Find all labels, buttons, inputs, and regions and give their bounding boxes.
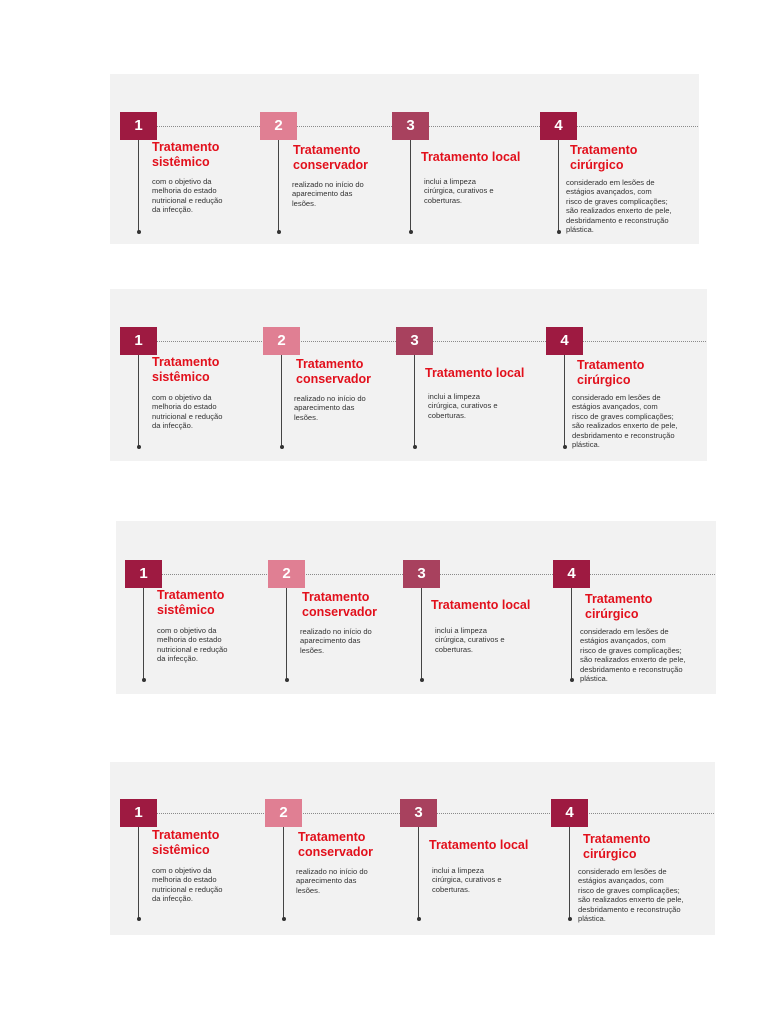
step-description-line: lesões. bbox=[300, 645, 325, 655]
step-title-line: Tratamento bbox=[157, 588, 225, 602]
step-description-line: cirúrgica, curativos e bbox=[435, 635, 505, 645]
step-stem-dot bbox=[563, 445, 567, 449]
step-description-line: risco de graves complicações; bbox=[572, 411, 674, 421]
step-description-line: com o objetivo da bbox=[152, 177, 212, 186]
step-description-line: aparecimento das bbox=[300, 636, 361, 646]
step-description-line: inclui a limpeza bbox=[428, 392, 480, 401]
step-number-box: 3 bbox=[403, 560, 440, 588]
step-description-line: plástica. bbox=[578, 914, 606, 924]
step-stem-dot bbox=[282, 917, 286, 921]
step-stem-dot bbox=[137, 230, 141, 234]
step-stem-line bbox=[281, 355, 282, 447]
step-description-line: considerado em lesões de bbox=[572, 393, 661, 402]
step-description bbox=[152, 177, 262, 215]
step-description-line: considerado em lesões de bbox=[578, 867, 667, 876]
step-number-box: 2 bbox=[265, 799, 302, 827]
step-description-line: cirúrgica, curativos e bbox=[424, 186, 494, 196]
step-description-line: com o objetivo da bbox=[152, 393, 212, 402]
step-stem-line bbox=[564, 355, 565, 447]
step-title bbox=[293, 143, 368, 173]
step-title-line: Tratamento bbox=[302, 590, 370, 604]
step-description-line: lesões. bbox=[292, 198, 317, 208]
step-number-box: 4 bbox=[546, 327, 583, 355]
step-number-box: 3 bbox=[392, 112, 429, 140]
step-description-line: realizado no início do bbox=[300, 627, 372, 636]
step-description bbox=[428, 392, 538, 420]
step-title-line: cirúrgico bbox=[570, 158, 624, 172]
step-title-line: Tratamento local bbox=[429, 838, 529, 852]
step-title-line: Tratamento local bbox=[431, 598, 531, 612]
step-title-line: cirúrgico bbox=[583, 847, 637, 861]
step-title-line: Tratamento bbox=[583, 832, 651, 846]
step-title-line: Tratamento bbox=[298, 830, 366, 844]
step-description-line: são realizados enxerto de pele, bbox=[566, 206, 672, 216]
step-description-line: inclui a limpeza bbox=[432, 866, 484, 875]
step-description bbox=[296, 867, 406, 895]
step-stem-line bbox=[414, 355, 415, 447]
step-stem-line bbox=[143, 588, 144, 680]
step-stem-dot bbox=[142, 678, 146, 682]
step-description-line: estágios avançados, com bbox=[578, 876, 664, 886]
step-title-line: Tratamento bbox=[585, 592, 653, 606]
step-description-line: com o objetivo da bbox=[152, 866, 212, 875]
step-title-line: conservador bbox=[296, 372, 372, 386]
step-stem-dot bbox=[137, 917, 141, 921]
step-description-line: risco de graves complicações; bbox=[580, 645, 682, 655]
step-description-line: plástica. bbox=[572, 440, 600, 450]
step-description-line: são realizados enxerto de pele, bbox=[578, 895, 684, 905]
step-number-box: 1 bbox=[120, 799, 157, 827]
step-description-line: lesões. bbox=[294, 412, 319, 422]
step-title bbox=[296, 357, 371, 387]
step-description-line: risco de graves complicações; bbox=[578, 885, 680, 895]
step-description bbox=[435, 626, 545, 654]
step-title-line: Tratamento bbox=[152, 355, 220, 369]
step-description-line: estágios avançados, com bbox=[572, 402, 658, 412]
step-description-line: realizado no início do bbox=[294, 394, 366, 403]
step-title bbox=[302, 590, 377, 620]
step-number-box: 4 bbox=[551, 799, 588, 827]
step-title bbox=[425, 366, 524, 381]
step-title-line: Tratamento bbox=[152, 140, 220, 154]
step-description-line: inclui a limpeza bbox=[424, 177, 476, 186]
step-stem-dot bbox=[420, 678, 424, 682]
step-number-box: 1 bbox=[120, 327, 157, 355]
step-description-line: estágios avançados, com bbox=[580, 636, 666, 646]
step-number-box: 3 bbox=[400, 799, 437, 827]
step-number-box: 3 bbox=[396, 327, 433, 355]
step-title-line: Tratamento local bbox=[421, 150, 521, 164]
step-title bbox=[570, 143, 637, 173]
step-title bbox=[577, 358, 644, 388]
step-stem-line bbox=[138, 827, 139, 919]
step-description-line: considerado em lesões de bbox=[566, 178, 655, 187]
step-description-line: melhoria do estado bbox=[157, 635, 222, 645]
step-number-box: 4 bbox=[540, 112, 577, 140]
step-number-box: 1 bbox=[125, 560, 162, 588]
step-stem-line bbox=[283, 827, 284, 919]
step-title bbox=[585, 592, 652, 622]
step-description-line: aparecimento das bbox=[294, 403, 355, 413]
step-title bbox=[152, 828, 219, 858]
step-title-line: conservador bbox=[293, 158, 369, 172]
step-description-line: plástica. bbox=[566, 225, 594, 235]
step-description-line: aparecimento das bbox=[292, 189, 353, 199]
step-description-line: estágios avançados, com bbox=[566, 187, 652, 197]
step-title bbox=[157, 588, 224, 618]
step-description-line: desbridamento e reconstrução bbox=[578, 904, 681, 914]
step-stem-line bbox=[286, 588, 287, 680]
step-stem-dot bbox=[417, 917, 421, 921]
step-description-line: desbridamento e reconstrução bbox=[566, 215, 669, 225]
step-description-line: aparecimento das bbox=[296, 876, 357, 886]
step-title bbox=[298, 830, 373, 860]
step-stem-dot bbox=[285, 678, 289, 682]
step-title bbox=[152, 355, 219, 385]
step-description bbox=[580, 627, 720, 683]
step-description-line: nutricional e redução bbox=[152, 411, 223, 421]
step-title-line: conservador bbox=[302, 605, 378, 619]
step-stem-dot bbox=[277, 230, 281, 234]
step-description bbox=[572, 393, 712, 449]
step-description-line: nutricional e redução bbox=[152, 195, 223, 205]
step-title-line: Tratamento bbox=[152, 828, 220, 842]
step-title-line: Tratamento bbox=[293, 143, 361, 157]
step-stem-line bbox=[410, 140, 411, 232]
step-title bbox=[421, 150, 520, 165]
step-stem-line bbox=[278, 140, 279, 232]
step-stem-line bbox=[421, 588, 422, 680]
step-description bbox=[432, 866, 542, 894]
step-description-line: coberturas. bbox=[435, 644, 473, 654]
step-stem-dot bbox=[557, 230, 561, 234]
step-stem-dot bbox=[570, 678, 574, 682]
step-stem-line bbox=[571, 588, 572, 680]
step-description-line: nutricional e redução bbox=[157, 644, 228, 654]
step-stem-line bbox=[558, 140, 559, 232]
step-description-line: realizado no início do bbox=[292, 180, 364, 189]
step-description-line: da infecção. bbox=[157, 654, 198, 664]
step-number-box: 2 bbox=[268, 560, 305, 588]
step-description bbox=[294, 394, 404, 422]
step-title-line: sistêmico bbox=[152, 370, 210, 384]
step-title-line: cirúrgico bbox=[577, 373, 631, 387]
step-number-box: 2 bbox=[260, 112, 297, 140]
step-title bbox=[583, 832, 650, 862]
step-title-line: sistêmico bbox=[152, 843, 210, 857]
step-description-line: coberturas. bbox=[428, 410, 466, 420]
step-description bbox=[157, 626, 267, 664]
step-description-line: da infecção. bbox=[152, 421, 193, 431]
step-description-line: considerado em lesões de bbox=[580, 627, 669, 636]
step-title-line: Tratamento bbox=[577, 358, 645, 372]
step-description-line: desbridamento e reconstrução bbox=[580, 664, 683, 674]
step-description-line: com o objetivo da bbox=[157, 626, 217, 635]
step-stem-dot bbox=[413, 445, 417, 449]
step-description-line: lesões. bbox=[296, 885, 321, 895]
step-title bbox=[431, 598, 530, 613]
step-stem-line bbox=[418, 827, 419, 919]
step-description-line: melhoria do estado bbox=[152, 402, 217, 412]
step-description bbox=[566, 178, 706, 234]
step-number-box: 4 bbox=[553, 560, 590, 588]
step-stem-dot bbox=[280, 445, 284, 449]
step-title-line: Tratamento bbox=[296, 357, 364, 371]
step-title bbox=[429, 838, 528, 853]
step-description-line: cirúrgica, curativos e bbox=[428, 401, 498, 411]
step-description bbox=[578, 867, 718, 923]
step-description-line: realizado no início do bbox=[296, 867, 368, 876]
step-description-line: coberturas. bbox=[432, 884, 470, 894]
step-description-line: são realizados enxerto de pele, bbox=[580, 655, 686, 665]
step-stem-dot bbox=[568, 917, 572, 921]
step-description-line: risco de graves complicações; bbox=[566, 196, 668, 206]
step-description-line: desbridamento e reconstrução bbox=[572, 430, 675, 440]
step-description bbox=[152, 866, 262, 904]
step-number-box: 1 bbox=[120, 112, 157, 140]
step-description-line: cirúrgica, curativos e bbox=[432, 875, 502, 885]
step-stem-line bbox=[138, 355, 139, 447]
step-description-line: da infecção. bbox=[152, 205, 193, 215]
step-number-box: 2 bbox=[263, 327, 300, 355]
step-description-line: melhoria do estado bbox=[152, 186, 217, 196]
step-description-line: inclui a limpeza bbox=[435, 626, 487, 635]
step-stem-dot bbox=[409, 230, 413, 234]
step-description bbox=[152, 393, 262, 431]
step-title-line: Tratamento local bbox=[425, 366, 525, 380]
step-title-line: cirúrgico bbox=[585, 607, 639, 621]
step-description-line: melhoria do estado bbox=[152, 875, 217, 885]
step-description bbox=[300, 627, 410, 655]
step-description-line: da infecção. bbox=[152, 894, 193, 904]
step-stem-dot bbox=[137, 445, 141, 449]
step-description-line: são realizados enxerto de pele, bbox=[572, 421, 678, 431]
step-description-line: plástica. bbox=[580, 674, 608, 684]
step-title-line: Tratamento bbox=[570, 143, 638, 157]
step-title-line: sistêmico bbox=[157, 603, 215, 617]
step-description-line: nutricional e redução bbox=[152, 884, 223, 894]
step-stem-line bbox=[138, 140, 139, 232]
step-title-line: sistêmico bbox=[152, 155, 210, 169]
step-description bbox=[292, 180, 402, 208]
step-description bbox=[424, 177, 534, 205]
step-description-line: coberturas. bbox=[424, 195, 462, 205]
step-stem-line bbox=[569, 827, 570, 919]
step-title bbox=[152, 140, 219, 170]
step-title-line: conservador bbox=[298, 845, 374, 859]
